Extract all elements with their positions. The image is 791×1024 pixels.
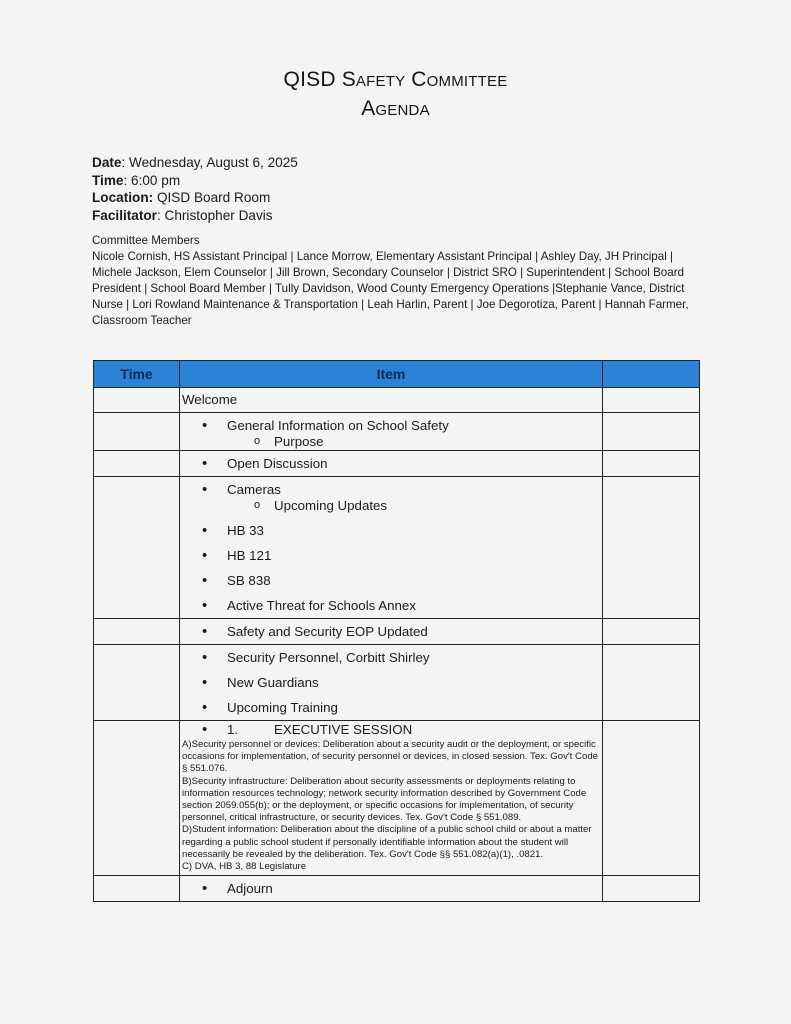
executive-session-number: 1.	[227, 722, 239, 737]
agenda-bullet: • SB 838	[180, 568, 602, 593]
table-header-row	[94, 361, 700, 388]
agenda-sub-bullet: o Purpose	[180, 434, 602, 450]
document-subtitle: Agenda	[361, 97, 430, 120]
time-value: : 6:00 pm	[123, 172, 181, 188]
table-row	[94, 451, 700, 477]
exec-para-a: A)Security personnel or devices: Deliberation about a security audit or the deployment, or specific occasions for implementation, of security personnel or devices, in closed session. Tex. Gov't Code § 551.076.	[182, 739, 598, 775]
agenda-bullet: • Upcoming Training	[180, 695, 602, 720]
agenda-bullet: • HB 121	[180, 543, 602, 568]
agenda-bullet: • New Guardians	[180, 670, 602, 695]
location-value: QISD Board Room	[153, 190, 271, 205]
meeting-details	[92, 154, 298, 224]
table-row	[94, 413, 700, 451]
agenda-bullet: • Cameras	[180, 477, 602, 502]
table-row	[94, 876, 700, 902]
members-list: Nicole Cornish, HS Assistant Principal | Lance Morrow, Elementary Assistant Principal | Ashley Day, JH Principal | Michele Jackson, Elem Counselor | Jill Brown, Secondary Counselor | District SRO | Superintendent | School Board President | School Board Member | Tully Davidson, Wood County Emergency Operations |Stephanie Vance, District Nurse | Lori Rowland Maintenance & Transportation | Leah Harlin, Parent | Joe Degorotiza, Parent | Hannah Farmer, Classroom Teacher	[92, 250, 689, 327]
exec-para-b: B)Security infrastructure: Deliberation about security assessments or deployments relating to information resources technology; network security information described by Government Code section 2059.055(b); or the deployment, or specific occasions for implementation, of security personnel, critical infrastructure, or security devices. Tex. Gov't Code § 551.089.	[182, 775, 587, 824]
welcome-item: Welcome	[182, 392, 238, 407]
facilitator-label: Facilitator	[92, 207, 157, 223]
location-line	[92, 189, 298, 207]
agenda-sub-bullet: o Upcoming Updates	[180, 498, 602, 514]
date-label: Date	[92, 155, 122, 170]
facilitator-line	[92, 207, 298, 225]
facilitator-value: : Christopher Davis	[156, 207, 273, 223]
exec-para-d: D)Student information: Deliberation about the discipline of a public school child or about a matter regarding a public school student if personally identifiable information about the student will necessarily be revealed by the deliberation. Tex. Gov't Code §§ 551.082(a)(1), .0821.	[182, 824, 592, 860]
agenda-bullet: • Adjourn	[180, 876, 602, 901]
header-item: Item	[180, 361, 603, 388]
agenda-bullet: • HB 33	[180, 518, 602, 543]
document-title: QISD Safety Committee	[283, 68, 508, 91]
agenda-table	[93, 360, 700, 902]
agenda-bullet: • Security Personnel, Corbitt Shirley	[180, 645, 602, 670]
table-row	[94, 619, 700, 645]
table-row	[94, 721, 700, 876]
committee-members	[92, 233, 712, 329]
executive-session-heading	[180, 721, 602, 739]
members-label: Committee Members	[92, 234, 200, 247]
date-value: : Wednesday, August 6, 2025	[121, 155, 298, 170]
location-label: Location:	[92, 190, 154, 205]
agenda-bullet: • Open Discussion	[180, 451, 602, 476]
agenda-bullet: • Active Threat for Schools Annex	[180, 593, 602, 618]
time-label: Time	[92, 172, 124, 188]
table-row	[94, 477, 700, 619]
time-line	[92, 172, 298, 190]
executive-session-title: EXECUTIVE SESSION	[274, 722, 413, 737]
exec-para-c: C) DVA, HB 3, 88 Legislature	[182, 861, 307, 873]
date-line	[92, 154, 298, 172]
agenda-bullet: • Safety and Security EOP Updated	[180, 619, 602, 644]
header-time: Time	[94, 361, 180, 388]
executive-session-body	[180, 739, 602, 875]
agenda-bullet: • General Information on School Safety	[180, 413, 602, 438]
table-row	[94, 388, 700, 413]
table-row	[94, 645, 700, 721]
header-extra	[603, 361, 700, 388]
